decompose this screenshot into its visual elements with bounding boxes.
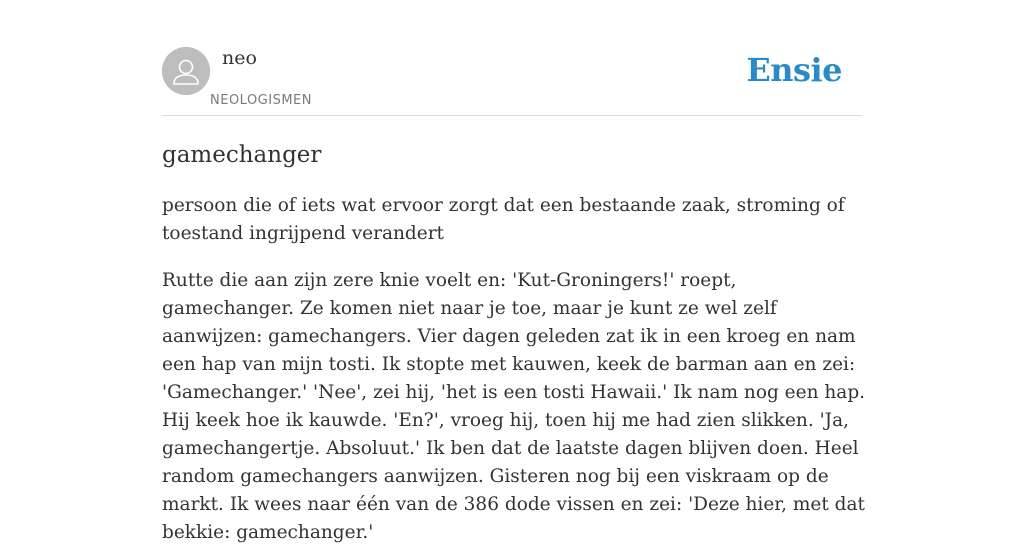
- entry-term: gamechanger: [162, 142, 322, 168]
- content-container: [162, 0, 866, 543]
- entry-example: Rutte die aan zijn zere knie voelt en: 'Kut-Groningers!' roept, gamechanger. Ze komen niet naar je toe, maar je kunt ze wel zelf aanwijzen: gamechangers. Vier dagen geleden zat ik in een kroeg en nam een hap van mijn tosti. Ik stopte met kauwen, keek de barman aan en zei: 'Gamechanger.' 'Nee', zei hij, 'het is een tosti Hawaii.' Ik nam nog een hap. Hij keek hoe ik kauwde. 'En?', vroeg hij, toen hij me had zien slikken. 'Ja, gamechangertje. Absoluut.' Ik ben dat de laatste dagen blijven doen. Heel random gamechangers aanwijzen. Gisteren nog bij een viskraam op de markt. Ik wees naar één van de 386 dode vissen en zei: 'Deze hier, met dat bekkie: gamechanger.': [162, 270, 866, 543]
- site-logo[interactable]: Ensie: [746, 51, 842, 89]
- entry-definition: persoon die of iets wat ervoor zorgt dat een bestaande zaak, stroming of toestand ingrijpend verandert: [162, 195, 845, 244]
- author-name[interactable]: neo: [222, 47, 257, 69]
- entry-header: [162, 0, 862, 116]
- avatar[interactable]: [162, 47, 210, 95]
- category-label[interactable]: NEOLOGISMEN: [210, 93, 312, 108]
- user-placeholder-icon: [162, 47, 210, 95]
